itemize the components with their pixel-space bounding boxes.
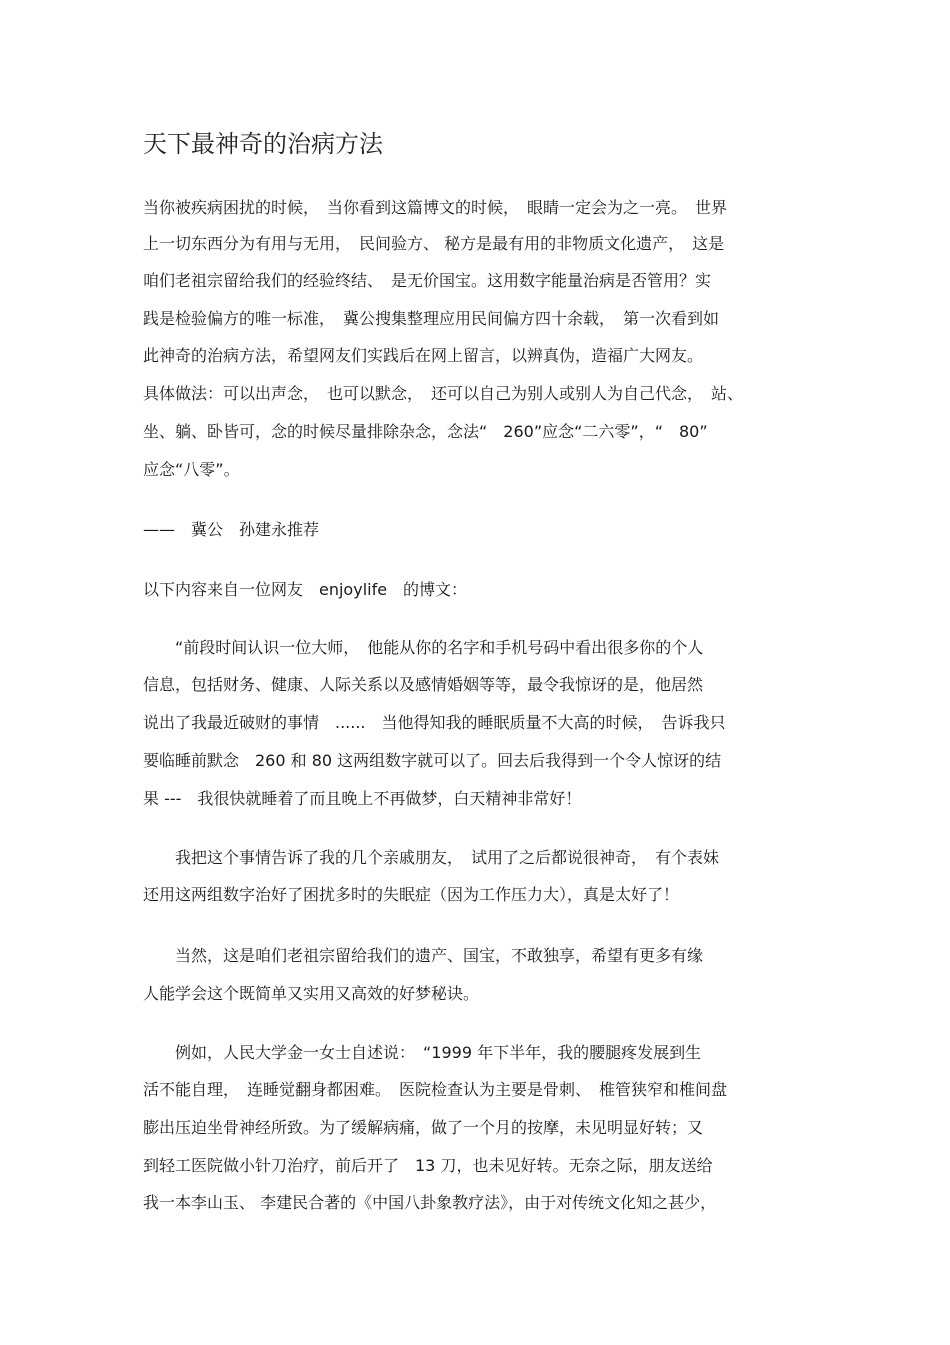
paragraph-line: 到轻工医院做小针刀治疗，前后开了 13 刀，也未见好转。无奈之际，朋友送给 [143,1156,713,1175]
paragraph-line: 例如，人民大学金一女士自述说： “1999 年下半年，我的腰腿疼发展到生 [143,1043,702,1062]
paragraph-line: 咱们老祖宗留给我们的经验终结、 是无价国宝。这用数字能量治病是否管用？实 [143,271,712,290]
paragraph-line: 膨出压迫坐骨神经所致。为了缓解病痛，做了一个月的按摩，未见明显好转；又 [143,1118,704,1137]
paragraph-line: 人能学会这个既简单又实用又高效的好梦秘诀。 [143,984,480,1003]
attribution-line: —— 冀公 孙建永推荐 [143,520,320,539]
document-title: 天下最神奇的治病方法 [143,130,383,158]
source-line: 以下内容来自一位网友 enjoylife 的博文： [143,580,468,599]
paragraph-line: 果 --- 我很快就睡着了而且晚上不再做梦，白天精神非常好！ [143,789,582,808]
paragraph-line: 此神奇的治病方法，希望网友们实践后在网上留言，以辨真伪，造福广大网友。 [143,346,704,365]
paragraph-line: 当然，这是咱们老祖宗留给我们的遗产、国宝，不敢独享，希望有更多有缘 [143,946,704,965]
paragraph-line: 上一切东西分为有用与无用， 民间验方、 秘方是最有用的非物质文化遗产， 这是 [143,234,725,253]
paragraph-line: 我一本李山玉、 李建民合著的《中国八卦象教疗法》，由于对传统文化知之甚少， [143,1193,717,1212]
paragraph-line: 当你被疾病困扰的时候， 当你看到这篇博文的时候， 眼睛一定会为之一亮。 世界 [143,198,728,217]
paragraph-line: 具体做法：可以出声念， 也可以默念， 还可以自己为别人或别人为自己代念， 站、 [143,384,744,403]
paragraph-line: “前段时间认识一位大师， 他能从你的名字和手机号码中看出很多你的个人 [143,638,704,657]
paragraph-line: 信息，包括财务、健康、人际关系以及感情婚姻等等，最令我惊讶的是，他居然 [143,675,704,694]
paragraph-line: 践是检验偏方的唯一标准， 冀公搜集整理应用民间偏方四十余载， 第一次看到如 [143,309,720,328]
paragraph-line: 坐、躺、卧皆可，念的时候尽量排除杂念，念法“ 260”应念“二六零”，“ 80” [143,422,708,441]
paragraph-line: 说出了我最近破财的事情 ...... 当他得知我的睡眠质量不大高的时候， 告诉我只 [143,713,726,732]
paragraph-line: 还用这两组数字治好了困扰多时的失眠症（因为工作压力大），真是太好了！ [143,885,680,904]
paragraph-line: 活不能自理， 连睡觉翻身都困难。 医院检查认为主要是骨刺、 椎管狭窄和椎间盘 [143,1080,728,1099]
paragraph-line: 要临睡前默念 260 和 80 这两组数字就可以了。回去后我得到一个令人惊讶的结 [143,751,722,770]
paragraph-line: 我把这个事情告诉了我的几个亲戚朋友， 试用了之后都说很神奇， 有个表妹 [143,848,720,867]
paragraph-line: 应念“八零”。 [143,460,240,479]
